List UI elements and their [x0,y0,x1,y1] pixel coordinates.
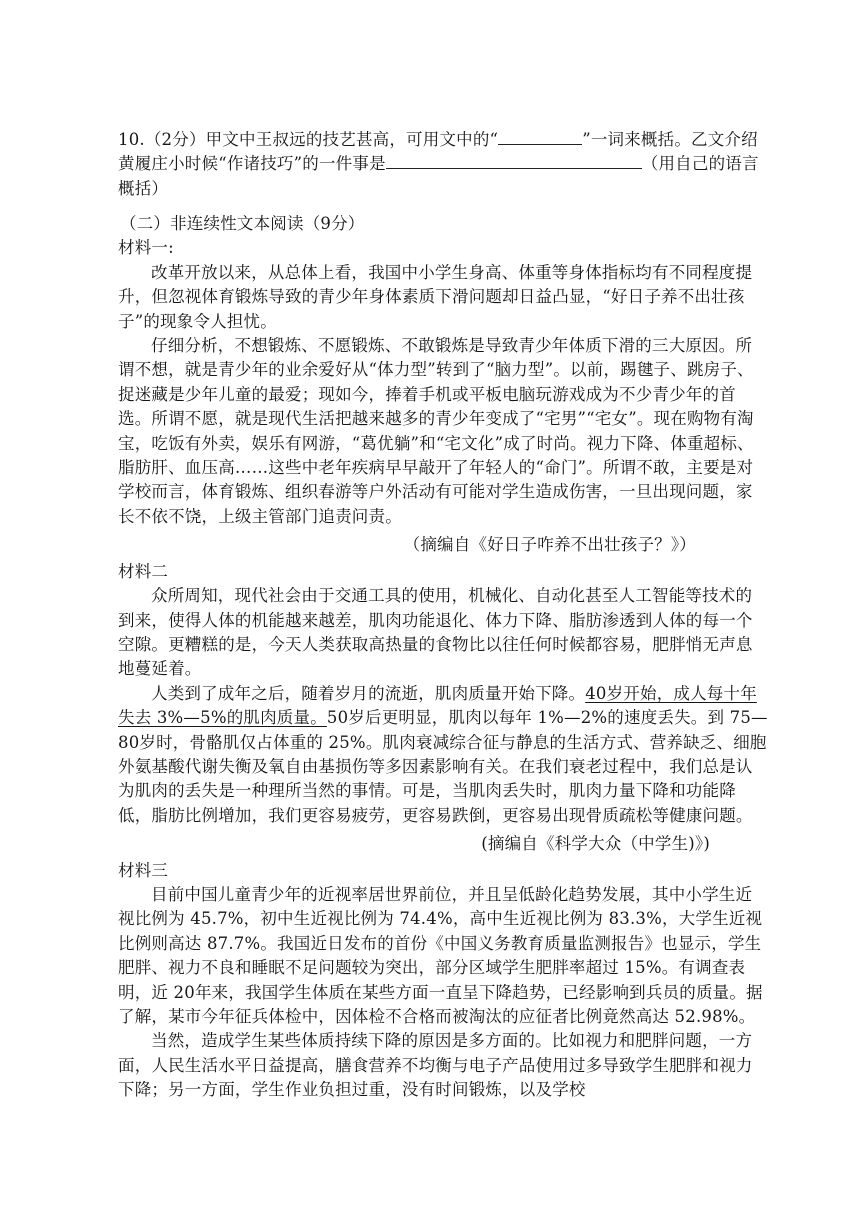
material-3-paragraph-1: 目前中国儿童青少年的近视率居世界前位，并且呈低龄化趋势发展，其中小学生近视比例为 45.7%，初中生近视比例为 74.4%，高中生近视比例为 83.3%，大学生近视比例则高达 87.7%。我国近日发布的首份《中国义务教育质量监测报告》也显示，学生肥胖、视力不良和睡眠不足问题较为突出，部分区域学生肥胖率超过 15%。有调查表明，近 20年来，我国学生体质在某些方面一直呈下降趋势，已经影响到兵员的质量。据了解，某市今年征兵体检中，因体检不合格而被淘汰的应征者比例竟然高达 52.98%。 [118,884,763,1026]
material-1-paragraph-2: 仔细分析，不想锻炼、不愿锻炼、不敢锻炼是导致青少年体质下滑的三大原因。所谓不想，就是青少年的业余爱好从“体力型”转到了“脑力型”。以前，踢毽子、跳房子、捉迷藏是少年儿童的最爱；现如今，捧着手机或平板电脑玩游戏成为不少青少年的首选。所谓不愿，就是现代生活把越来越多的青少年变成了“宅男”“宅女”。现在购物有淘宝，吃饭有外卖，娱乐有网游，“葛优躺”和“宅文化”成了时尚。视力下降、体重超标、脂肪肝、血压高……这些中老年疾病早早敲开了年轻人的“命门”。所谓不敢，主要是对学校而言，体育锻炼、组织春游等户外活动有可能对学生造成伤害，一旦出现问题，家长不依不饶，上级主管部门追责问责。 [118,336,754,526]
section-heading: （二）非连续性文本阅读（9分） [120,214,365,233]
material-2-paragraph-1: 众所周知，现代社会由于交通工具的使用，机械化、自动化甚至人工智能等技术的到来，使得人体的机能越来越差，肌肉功能退化、体力下降、脂肪渗透到人体的每一个空隙。更糟糕的是，今天人类获取高热量的食物比以往任何时候都容易，肥胖悄无声息地蔓延着。 [118,586,753,679]
question-10 [118,128,768,201]
section-2 [118,212,768,1103]
material-3-label: 材料三 [118,860,169,880]
material-2-label: 材料二 [118,561,169,581]
material-3-paragraph-2: 当然，造成学生某些体质持续下降的原因是多方面的。比如视力和肥胖问题，一方面，人民生活水平日益提高，膳食营养不均衡与电子产品使用过多导致学生肥胖和视力下降；另一方面，学生作业负担过重，没有时间锻炼，以及学校 [118,1031,753,1100]
material-1-label: 材料一: [118,238,174,258]
underlined-sentence: 40岁开始，成人每十年失去 3%—5%的肌肉质量。 [118,683,757,728]
material-1-paragraph-1: 改革开放以来，从总体上看，我国中小学生身高、体重等身体指标均有不同程度提升，但忽视体育锻炼导致的青少年身体素质下滑问题却日益凸显，“好日子养不出壮孩子”的现象令人担忧。 [118,262,753,331]
q10-text-2: ”一词来概括。乙文介绍黄履庄小时候“作诸技巧”的一件事是 [118,130,758,174]
material-2-text-b: 50岁后更明显，肌肉以每年 1%—2%的速度丢失。到 75—80岁时，骨骼肌仅占体重的 25%。肌肉衰减综合征与静息的生活方式、营养缺乏、细胞外氨基酸代谢失衡及氧自由基损伤等多因素影响有关。在我们衰老过程中，我们总是认为肌肉的丢失是一种理所当然的事情。可是，当肌肉丢失时，肌肉力量下降和功能降低，脂肪比例增加，我们更容易疲劳，更容易跌倒，更容易出现骨质疏松等健康问题。 [118,708,768,825]
material-1-source: （摘编自《好日子咋养不出壮孩子？》） [403,535,696,555]
answer-blank-word[interactable] [498,130,582,145]
q10-text-3: （用自己的语言概括） [118,154,759,198]
q10-text-1: 10.（2分）甲文中王叔远的技艺甚高，可用文中的“ [118,130,499,149]
material-2-source: (摘编自《科学大众（中学生)》) [481,834,710,854]
material-2-paragraph-2 [118,682,768,828]
material-2-text-a: 人类到了成年之后，随着岁月的流逝，肌肉质量开始下降。 [151,683,586,703]
answer-blank-event[interactable] [386,154,642,169]
